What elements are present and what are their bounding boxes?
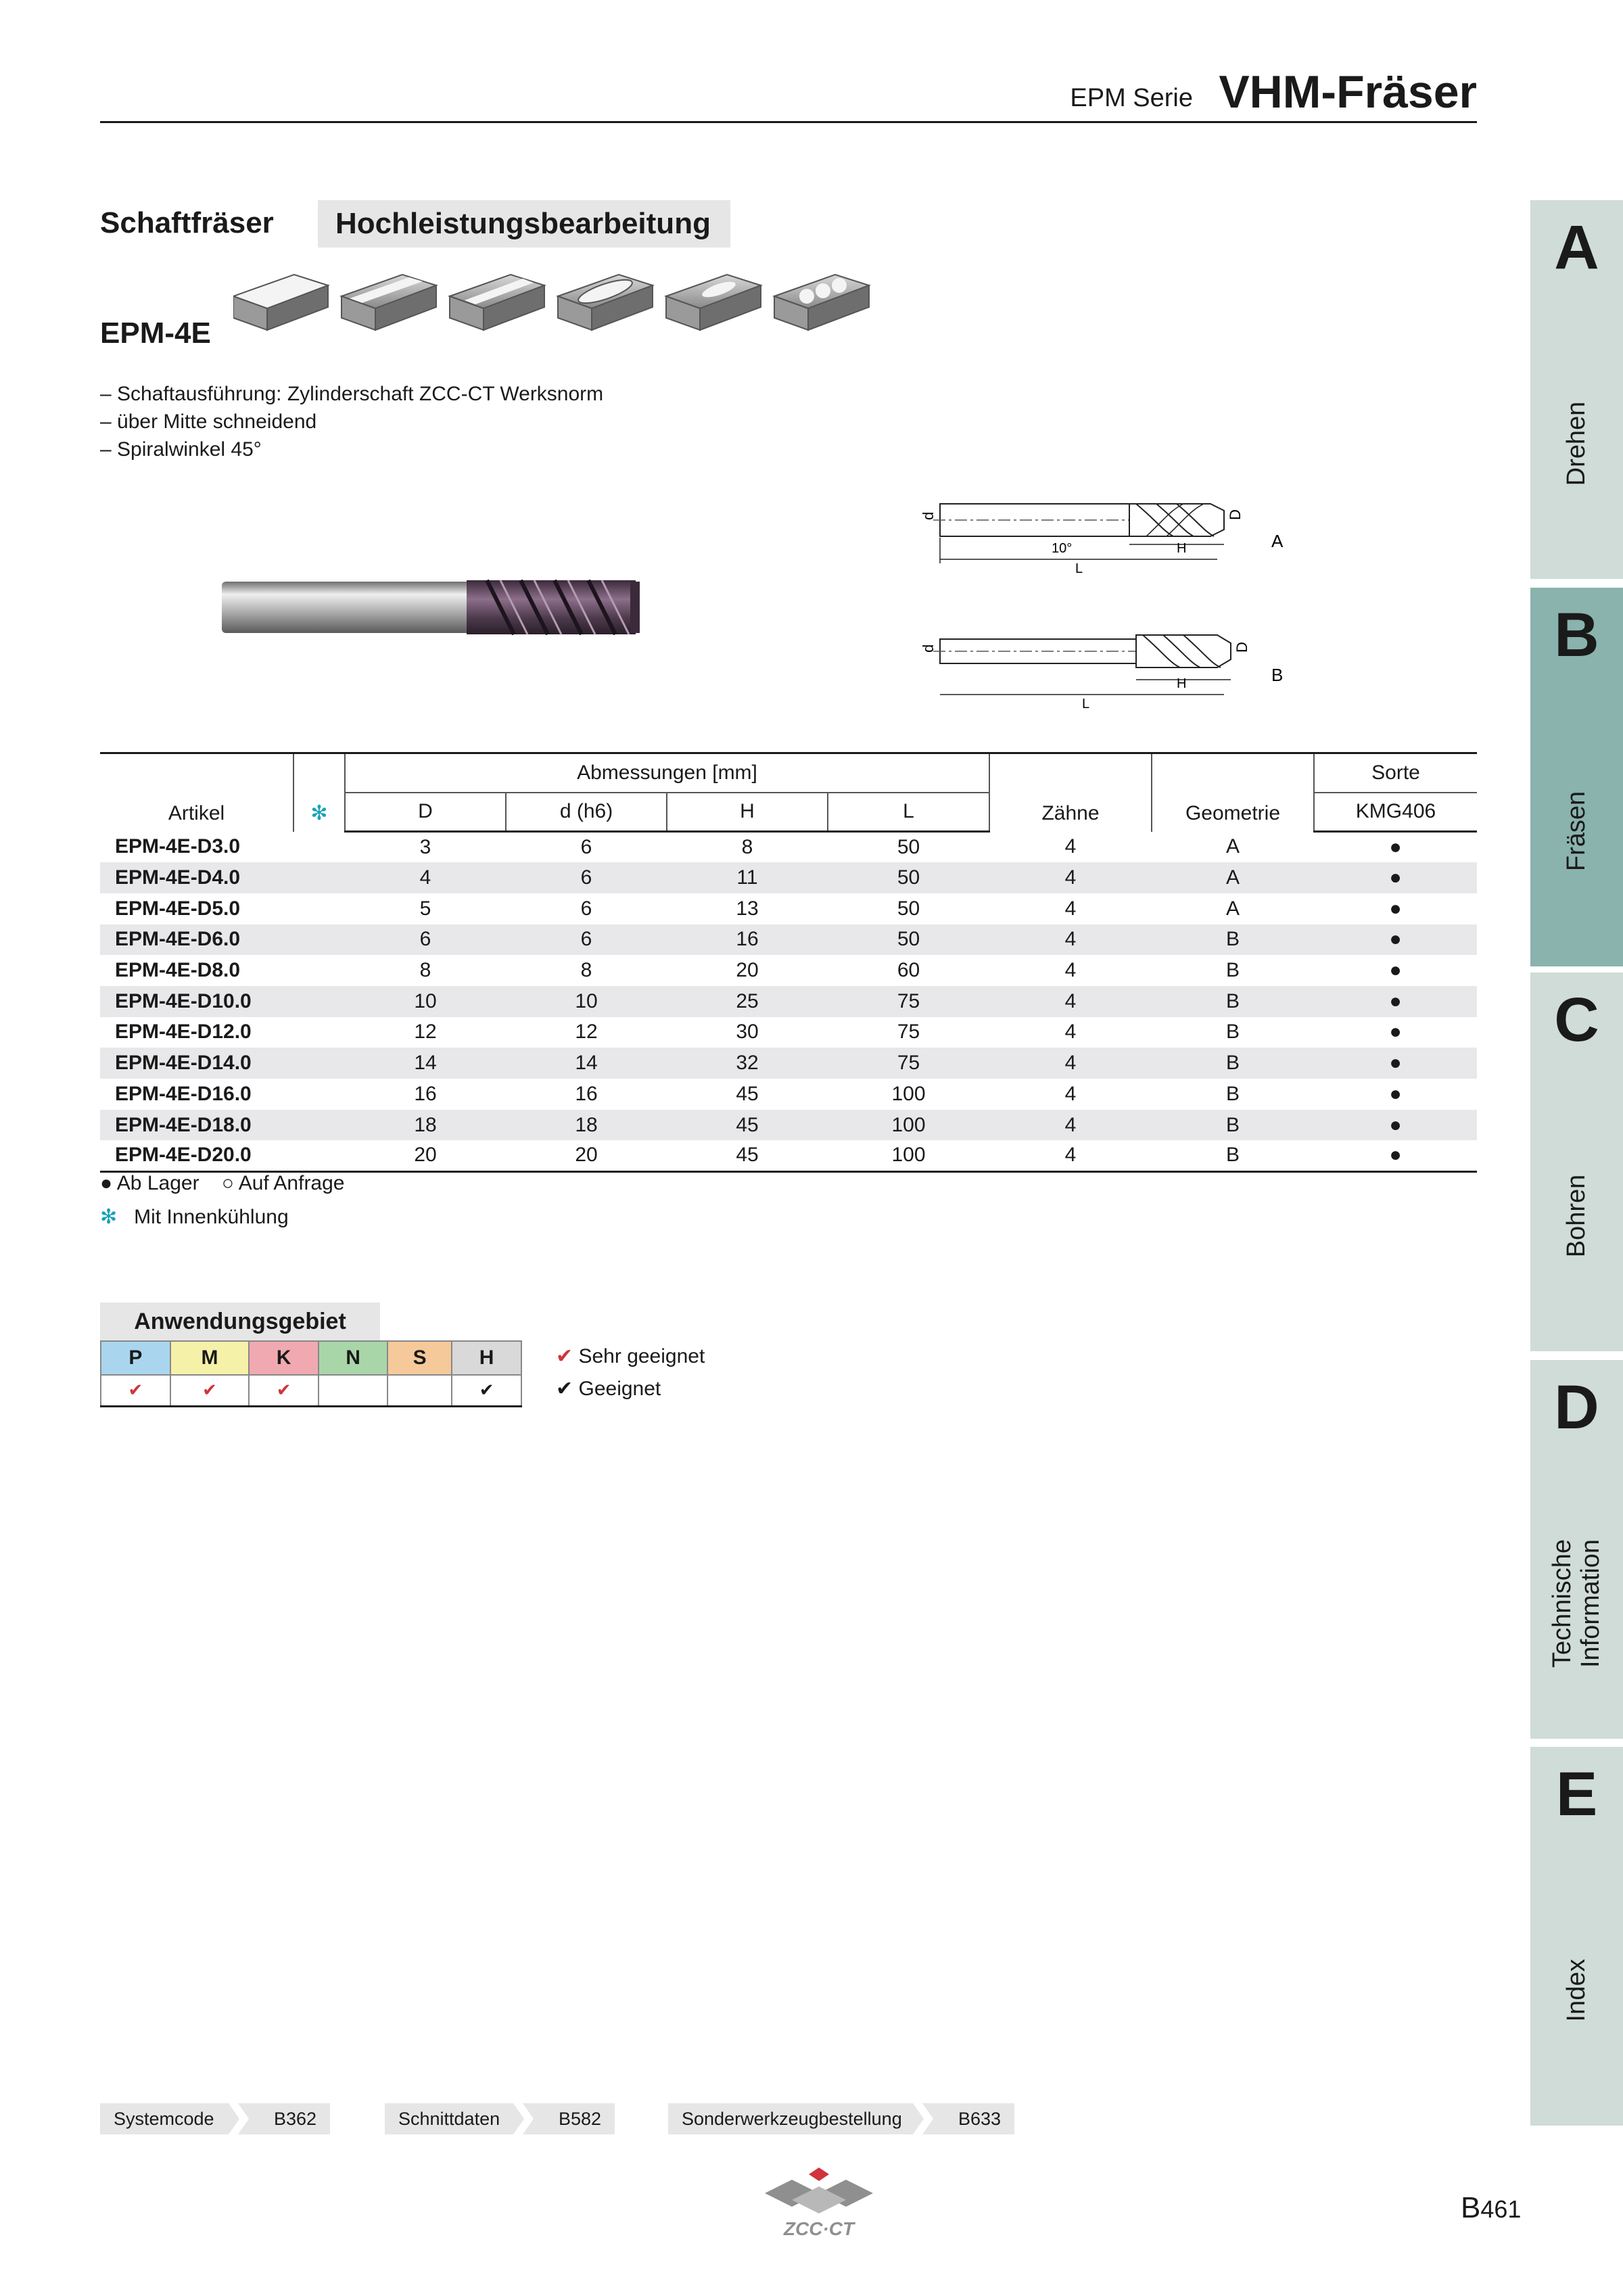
col-d: d (h6) xyxy=(506,793,667,832)
table-row xyxy=(100,1079,1477,1110)
cell-D: 8 xyxy=(419,959,431,982)
dim-d-label: d xyxy=(920,511,937,520)
table-row xyxy=(100,955,1477,986)
cell-artikel: EPM-4E-D4.0 xyxy=(100,862,293,893)
cell-artikel: EPM-4E-D12.0 xyxy=(115,1021,252,1044)
cell-geo: A xyxy=(1152,862,1314,893)
material-s: S xyxy=(387,1341,452,1375)
cell-coolant xyxy=(293,1110,345,1141)
cell-H: 45 xyxy=(667,1140,828,1171)
page-num: 461 xyxy=(1480,2195,1522,2223)
cell-H: 13 xyxy=(736,897,759,920)
cell-L: 50 xyxy=(828,924,989,956)
cell-artikel: EPM-4E-D5.0 xyxy=(115,897,241,920)
cell-L: 50 xyxy=(828,862,989,893)
tab-c[interactable] xyxy=(1530,973,1623,1351)
cell-H: 16 xyxy=(667,924,828,956)
cell-z: 4 xyxy=(989,1048,1152,1079)
tab-b[interactable] xyxy=(1530,588,1623,966)
logo-text: ZCC·CT xyxy=(783,2218,855,2239)
cell-artikel: EPM-4E-D8.0 xyxy=(115,959,241,982)
cell-geo: B xyxy=(1225,1021,1240,1044)
cell-H: 11 xyxy=(667,862,828,893)
cell-D: 6 xyxy=(345,924,506,956)
spec-table xyxy=(100,752,1477,1173)
cell-stock: ● xyxy=(1314,1048,1477,1079)
cell-geo: B xyxy=(1152,1048,1314,1079)
cell-coolant xyxy=(293,1079,345,1110)
cell-artikel: EPM-4E-D16.0 xyxy=(115,1082,252,1105)
cell-stock: ● xyxy=(1389,1082,1402,1105)
geometry-a-label: A xyxy=(1271,531,1284,551)
table-row xyxy=(100,1048,1477,1079)
coolant-icon: ✻ xyxy=(100,1206,118,1228)
cell-coolant xyxy=(293,832,345,863)
tab-letter: C xyxy=(1554,985,1599,1054)
check-red-icon: ✔ xyxy=(556,1345,573,1367)
material-mark xyxy=(387,1375,452,1406)
cell-artikel: EPM-4E-D6.0 xyxy=(100,924,293,956)
chevron-right-icon xyxy=(910,2103,935,2134)
cell-stock: ● xyxy=(1314,1110,1477,1141)
cell-stock: ● xyxy=(1314,986,1477,1017)
cell-coolant xyxy=(293,893,345,924)
cell-L: 100 xyxy=(828,1140,989,1171)
cell-D: 16 xyxy=(414,1082,437,1105)
cell-geo: B xyxy=(1152,924,1314,956)
cell-z: 4 xyxy=(1064,959,1077,982)
table-row xyxy=(100,893,1477,924)
tab-e[interactable] xyxy=(1530,1747,1623,2126)
table-row xyxy=(100,832,1477,863)
cell-L: 50 xyxy=(897,897,920,920)
tab-label: Bohren xyxy=(1562,1174,1591,1258)
angle-label: 10° xyxy=(1052,541,1073,556)
cell-L: 50 xyxy=(897,836,920,859)
legend-suitable xyxy=(556,1377,661,1401)
page-title: VHM-Fräser xyxy=(1219,66,1477,118)
col-L: L xyxy=(828,793,989,832)
cell-coolant xyxy=(293,924,345,956)
cell-L: 100 xyxy=(828,1110,989,1141)
cell-H: 25 xyxy=(667,986,828,1017)
cell-geo: A xyxy=(1225,835,1240,858)
chevron-right-icon xyxy=(511,2103,535,2134)
cell-z: 4 xyxy=(1064,1082,1077,1105)
section-title: Schaftfräser xyxy=(100,206,274,239)
cell-geo: B xyxy=(1152,1140,1314,1171)
cell-coolant xyxy=(293,1017,345,1048)
table-row xyxy=(100,1140,1477,1171)
tab-letter: E xyxy=(1555,1760,1598,1829)
section-badge: Hochleistungsbearbeitung xyxy=(318,200,730,248)
cell-L: 75 xyxy=(828,986,989,1017)
cell-stock: ● xyxy=(1389,959,1402,982)
col-D: D xyxy=(345,793,506,832)
dim-H-label: H xyxy=(1177,541,1187,556)
dim-D-label: D xyxy=(1233,642,1250,653)
tab-letter: B xyxy=(1554,601,1599,670)
material-mark: ✔ xyxy=(249,1375,319,1406)
tab-label: Fräsen xyxy=(1562,791,1591,872)
cell-artikel: EPM-4E-D3.0 xyxy=(115,835,241,858)
stock-legend xyxy=(100,1172,345,1195)
cell-H: 30 xyxy=(736,1021,759,1044)
feature-item: – Spiralwinkel 45° xyxy=(100,438,262,461)
slot-milling-icon xyxy=(450,275,544,330)
tab-d[interactable] xyxy=(1530,1360,1623,1739)
cell-artikel: EPM-4E-D10.0 xyxy=(100,986,293,1017)
coolant-icon: ✻ xyxy=(293,753,345,832)
ref-label: Systemcode xyxy=(114,2109,214,2129)
cell-H: 32 xyxy=(667,1048,828,1079)
cell-stock: ● xyxy=(1314,862,1477,893)
cell-coolant xyxy=(293,1140,345,1171)
dim-d-label: d xyxy=(920,644,937,653)
legend-request: ○ Auf Anfrage xyxy=(221,1172,345,1194)
cell-H: 20 xyxy=(736,959,759,982)
cell-z: 4 xyxy=(1064,1021,1077,1044)
zcc-ct-logo xyxy=(761,2161,876,2242)
col-artikel: Artikel xyxy=(100,753,293,832)
plunging-icon xyxy=(774,275,869,330)
material-n: N xyxy=(319,1341,387,1375)
legend-very-suitable xyxy=(556,1344,705,1368)
feature-list xyxy=(100,380,603,463)
cell-z: 4 xyxy=(989,1110,1152,1141)
page-number xyxy=(1461,2191,1521,2225)
cell-H: 8 xyxy=(741,836,753,859)
cell-D: 3 xyxy=(419,836,431,859)
ref-label: Sonderwerkzeugbestellung xyxy=(682,2109,902,2129)
cell-D: 4 xyxy=(345,862,506,893)
cell-artikel: EPM-4E-D18.0 xyxy=(100,1110,293,1141)
ref-page: B633 xyxy=(958,2109,1001,2129)
check-black-icon: ✔ xyxy=(556,1378,573,1400)
dimension-diagram xyxy=(906,490,1312,727)
material-mark: ✔ xyxy=(101,1375,170,1406)
cross-reference-link[interactable] xyxy=(385,2103,615,2134)
diagram-geometry-b xyxy=(920,635,1283,711)
cell-artikel: EPM-4E-D20.0 xyxy=(100,1140,293,1171)
material-h: H xyxy=(452,1341,521,1375)
cell-stock: ● xyxy=(1314,1140,1477,1171)
col-group-dimensions: Abmessungen [mm] xyxy=(345,753,989,793)
page-header xyxy=(100,61,1477,123)
cell-L: 60 xyxy=(897,959,920,982)
col-H: H xyxy=(667,793,828,832)
material-p: P xyxy=(101,1341,170,1375)
legend-coolant: Mit Innenkühlung xyxy=(134,1206,289,1228)
cell-d: 14 xyxy=(506,1048,667,1079)
col-zaehne: Zähne xyxy=(989,753,1152,832)
tab-label: Index xyxy=(1562,1959,1591,2022)
col-grade: KMG406 xyxy=(1314,793,1477,832)
material-mark: ✔ xyxy=(452,1375,521,1406)
face-milling-icon xyxy=(233,275,328,330)
legend-suitable-label: Geeignet xyxy=(578,1378,661,1400)
feature-item: – über Mitte schneidend xyxy=(100,411,317,433)
cell-stock: ● xyxy=(1389,1021,1402,1044)
cell-D: 12 xyxy=(414,1021,437,1044)
tab-a[interactable] xyxy=(1530,200,1623,579)
dim-L-label: L xyxy=(1082,697,1090,711)
cell-d: 18 xyxy=(506,1110,667,1141)
col-sorte: Sorte xyxy=(1314,753,1477,793)
cell-z: 4 xyxy=(1064,897,1077,920)
material-mark: ✔ xyxy=(170,1375,250,1406)
cell-D: 10 xyxy=(345,986,506,1017)
cross-reference-link[interactable] xyxy=(668,2103,1014,2134)
cell-D: 14 xyxy=(345,1048,506,1079)
cell-D: 5 xyxy=(419,897,431,920)
cell-d: 6 xyxy=(580,897,592,920)
cell-D: 18 xyxy=(345,1110,506,1141)
ref-label: Schnittdaten xyxy=(398,2109,500,2129)
ref-page: B362 xyxy=(273,2109,316,2129)
material-m: M xyxy=(170,1341,250,1375)
table-row xyxy=(100,1017,1477,1048)
dim-D-label: D xyxy=(1227,509,1244,520)
tab-label: Drehen xyxy=(1562,401,1591,486)
cell-d: 6 xyxy=(506,862,667,893)
material-k: K xyxy=(249,1341,319,1375)
cell-L: 75 xyxy=(828,1048,989,1079)
table-row xyxy=(100,1110,1477,1141)
cell-L: 75 xyxy=(897,1021,920,1044)
ramping-icon xyxy=(666,275,761,330)
cell-coolant xyxy=(293,955,345,986)
cell-geo: A xyxy=(1225,897,1240,920)
product-name: EPM-4E xyxy=(100,317,211,350)
table-row xyxy=(100,986,1477,1017)
diagram-geometry-a xyxy=(920,504,1284,576)
cell-stock: ● xyxy=(1389,897,1402,920)
cross-reference-link[interactable] xyxy=(100,2103,330,2134)
cell-geo: B xyxy=(1225,959,1240,982)
tab-label: Technische Information xyxy=(1548,1539,1605,1668)
tab-letter: D xyxy=(1554,1373,1599,1442)
cell-d: 6 xyxy=(506,924,667,956)
cell-d: 20 xyxy=(506,1140,667,1171)
cell-z: 4 xyxy=(989,1140,1152,1171)
cell-artikel: EPM-4E-D14.0 xyxy=(100,1048,293,1079)
cell-geo: B xyxy=(1152,1110,1314,1141)
cell-coolant xyxy=(293,862,345,893)
feature-item: – Schaftausführung: Zylinderschaft ZCC-CT Werksnorm xyxy=(100,383,604,405)
col-geometrie: Geometrie xyxy=(1152,753,1314,832)
cell-d: 12 xyxy=(575,1021,598,1044)
dim-L-label: L xyxy=(1075,561,1083,576)
cell-coolant xyxy=(293,1048,345,1079)
tab-letter: A xyxy=(1554,213,1599,282)
cell-z: 4 xyxy=(989,862,1152,893)
cell-stock: ● xyxy=(1314,924,1477,956)
material-mark xyxy=(319,1375,387,1406)
end-mill-photo xyxy=(216,567,649,648)
cell-d: 8 xyxy=(580,959,592,982)
table-row xyxy=(100,924,1477,956)
legend-very-label: Sehr geeignet xyxy=(578,1345,705,1367)
application-table xyxy=(100,1340,522,1407)
chevron-right-icon xyxy=(226,2103,250,2134)
machining-operations-icons xyxy=(233,269,883,350)
cell-coolant xyxy=(293,986,345,1017)
cell-H: 45 xyxy=(736,1082,759,1105)
application-title: Anwendungsgebiet xyxy=(100,1303,380,1340)
cell-z: 4 xyxy=(989,924,1152,956)
ref-page: B582 xyxy=(558,2109,601,2129)
cell-d: 10 xyxy=(506,986,667,1017)
cell-z: 4 xyxy=(989,986,1152,1017)
coolant-legend xyxy=(100,1205,289,1229)
shoulder-milling-icon xyxy=(342,275,436,330)
page-prefix: B xyxy=(1461,2191,1481,2224)
cell-D: 20 xyxy=(345,1140,506,1171)
table-row xyxy=(100,862,1477,893)
cell-geo: B xyxy=(1225,1082,1240,1105)
legend-stock: ● Ab Lager xyxy=(100,1172,199,1194)
cell-d: 16 xyxy=(575,1082,598,1105)
geometry-b-label: B xyxy=(1271,665,1284,685)
pocket-milling-icon xyxy=(558,275,653,330)
cell-geo: B xyxy=(1152,986,1314,1017)
cell-H: 45 xyxy=(667,1110,828,1141)
cell-z: 4 xyxy=(1064,835,1077,858)
cell-d: 6 xyxy=(580,836,592,859)
dim-H-label: H xyxy=(1177,676,1187,691)
cell-stock: ● xyxy=(1389,836,1402,859)
cell-L: 100 xyxy=(891,1082,926,1105)
series-label: EPM Serie xyxy=(1070,84,1193,112)
